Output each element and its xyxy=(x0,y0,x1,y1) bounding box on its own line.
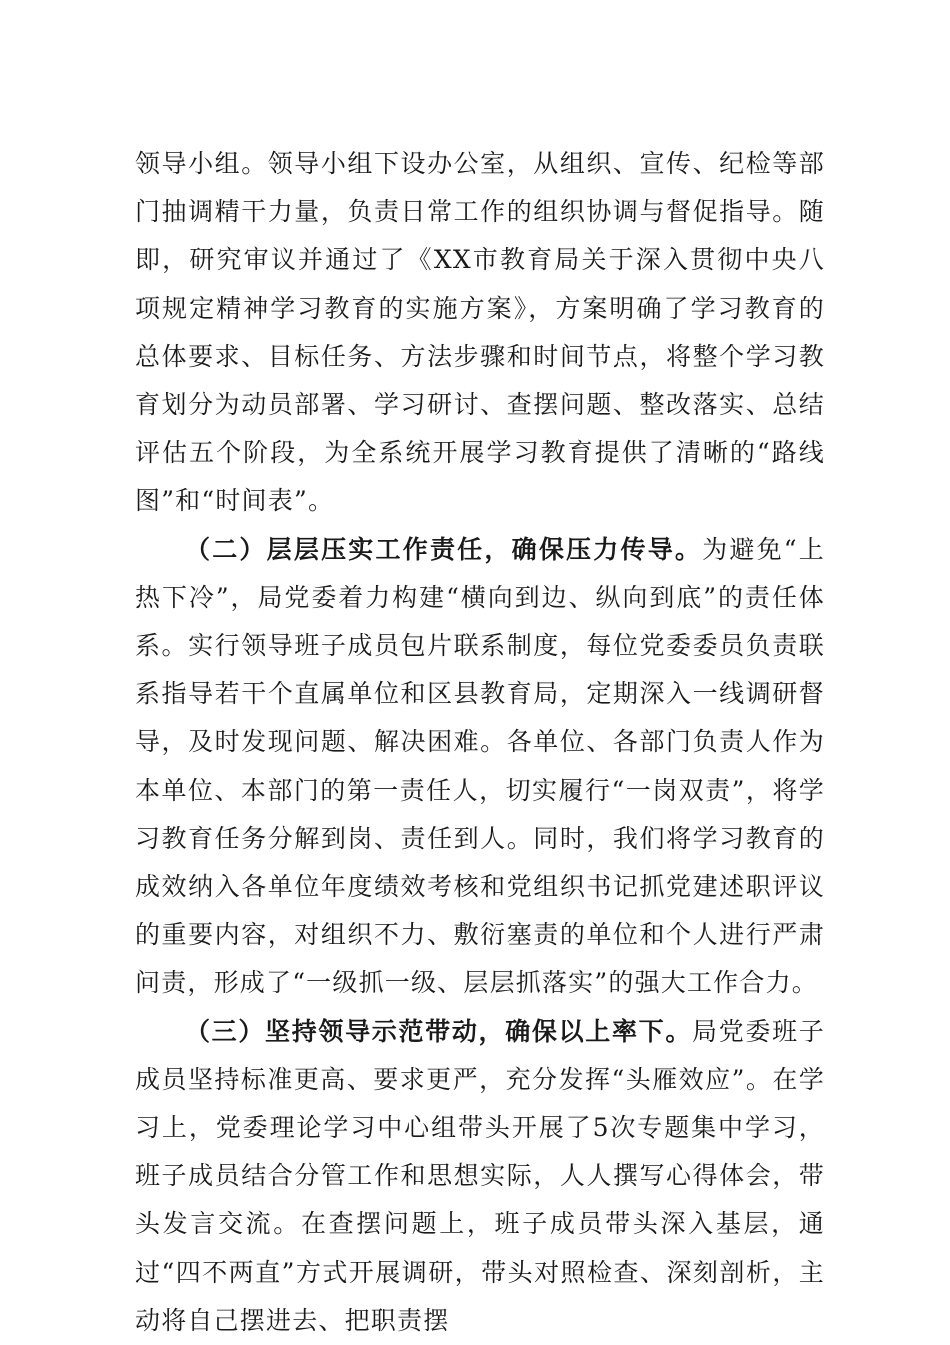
document-body xyxy=(135,140,825,1345)
paragraph-2 xyxy=(135,526,825,1008)
paragraph-1-text: 领导小组。领导小组下设办公室，从组织、宣传、纪检等部门抽调精干力量，负责日常工作的组织协调与督促指导。随即，研究审议并通过了《XX市教育局关于深入贯彻中央八项规定精神学习教育的实施方案》，方案明确了学习教育的总体要求、目标任务、方法步骤和时间节点，将整个学习教育划分为动员部署、学习研讨、查摆问题、整改落实、总结评估五个阶段，为全系统开展学习教育提供了清晰的“路线图”和“时间表”。 xyxy=(135,149,825,516)
paragraph-3-text: 局党委班子成员坚持标准更高、要求更严，充分发挥“头雁效应”。在学习上，党委理论学习中心组带头开展了5次专题集中学习，班子成员结合分管工作和思想实际，人人撰写心得体会，带头发言交流。在查摆问题上，班子成员带头深入基层，通过“四不两直”方式开展调研，带头对照检查、深刻剖析，主动将自己摆进去、把职责摆 xyxy=(135,1016,825,1335)
paragraph-2-text: 为避免“上热下冷”，局党委着力构建“横向到边、纵向到底”的责任体系。实行领导班子成员包片联系制度，每位党委委员负责联系指导若干个直属单位和区县教育局，定期深入一线调研督导，及时发现问题、解决困难。各单位、各部门负责人作为本单位、本部门的第一责任人，切实履行“一岗双责”，将学习教育任务分解到岗、责任到人。同时，我们将学习教育的成效纳入各单位年度绩效考核和党组织书记抓党建述职评议的重要内容，对组织不力、敷衍塞责的单位和个人进行严肃问责，形成了“一级抓一级、层层抓落实”的强大工作合力。 xyxy=(135,534,825,998)
paragraph-1 xyxy=(135,140,825,526)
paragraph-3 xyxy=(135,1008,825,1345)
paragraph-3-heading: （三）坚持领导示范带动，确保以上率下。 xyxy=(185,1016,693,1046)
paragraph-2-heading: （二）层层压实工作责任，确保压力传导。 xyxy=(185,534,703,564)
